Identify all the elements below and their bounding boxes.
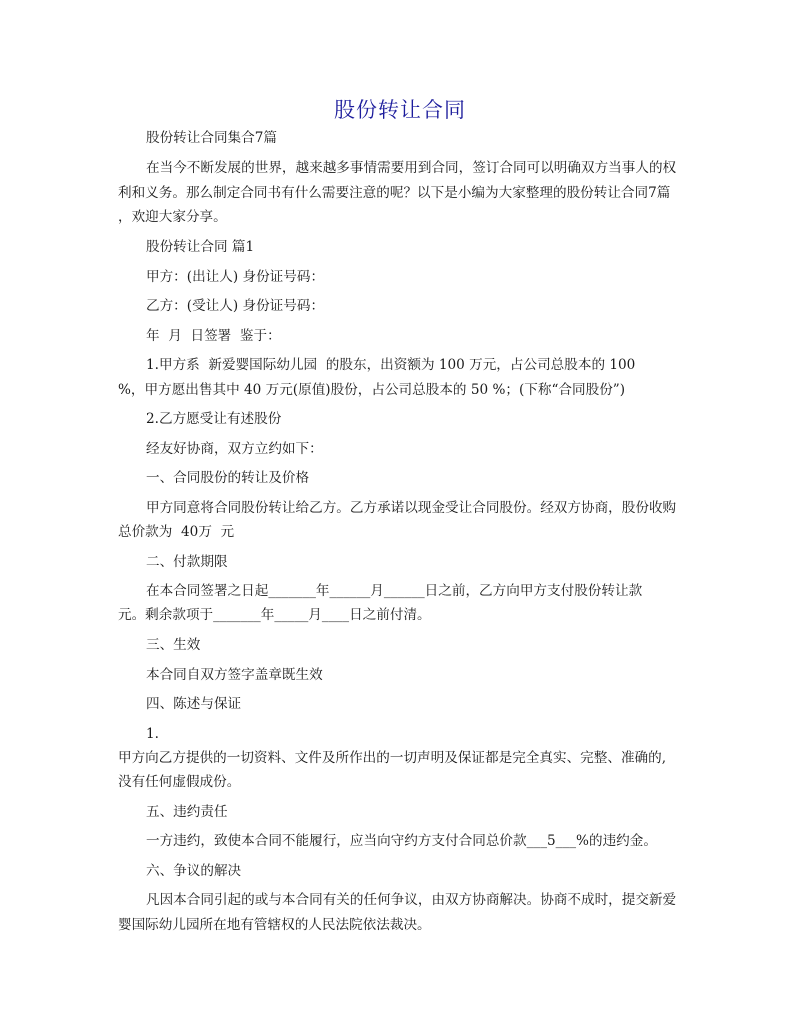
section1-line-1: 甲方同意将合同股份转让给乙方。乙方承诺以现金受让合同股份。经双方协商，股份收购 (146, 500, 677, 516)
section5-body: 一方违约，致使本合同不能履行，应当向守约方支付合同总价款___5___%的违约金。 (146, 833, 657, 849)
party-b-line: 乙方：(受让人) 身份证号码： (146, 298, 325, 314)
section3-body: 本合同自双方签字盖章既生效 (146, 667, 323, 683)
item1-line-2: %，甲方愿出售其中 40 万元(原值)股份，占公司总股本的 50 %；(下称“合同股份”) (118, 382, 626, 398)
item2-line: 2.乙方愿受让有述股份 (146, 411, 282, 427)
date-line: 年 月 日签署 鉴于： (146, 328, 281, 344)
section1-line-2: 总价款为 40万 元 (118, 524, 235, 540)
section4-line-1: 甲方向乙方提供的一切资料、文件及所作出的一切声明及保证都是完全真实、完整、准确的, (118, 750, 667, 766)
part-heading: 股份转让合同 篇1 (146, 239, 255, 255)
section4-number: 1. (146, 726, 159, 742)
section6-line-2: 婴国际幼儿园所在地有管辖权的人民法院依法裁决。 (118, 917, 431, 933)
intro-line-2: 利和义务。那么制定合同书有什么需要注意的呢？以下是小编为大家整理的股份转让合同7篇 (118, 185, 671, 201)
section4-heading: 四、陈述与保证 (146, 696, 242, 712)
section6-heading: 六、争议的解决 (146, 863, 242, 879)
intro-line-1: 在当今不断发展的世界，越来越多事情需要用到合同，签订合同可以明确双方当事人的权 (146, 160, 677, 176)
intro-line-3: ，欢迎大家分享。 (118, 209, 227, 225)
section1-heading: 一、合同股份的转让及价格 (146, 470, 310, 486)
section2-line-1: 在本合同签署之日起_______年______月______日之前，乙方向甲方支付股份转让款 (146, 583, 643, 599)
section4-line-2: 没有任何虚假成份。 (118, 774, 241, 790)
section2-heading: 二、付款期限 (146, 554, 228, 570)
section2-line-2: 元。剩余款项于_______年_____月____日之前付清。 (118, 607, 431, 623)
section3-heading: 三、生效 (146, 637, 201, 653)
party-a-line: 甲方：(出让人) 身份证号码： (146, 269, 325, 285)
agreement-line: 经友好协商，双方立约如下： (146, 441, 323, 457)
document-subtitle: 股份转让合同集合7篇 (146, 130, 277, 146)
item1-line-1: 1.甲方系 新爱婴国际幼儿园 的股东，出资额为 100 万元，占公司总股本的 100 (146, 357, 636, 373)
section6-line-1: 凡因本合同引起的或与本合同有关的任何争议，由双方协商解决。协商不成时，提交新爱 (146, 892, 677, 908)
section5-heading: 五、违约责任 (146, 804, 228, 820)
document-title: 股份转让合同 (334, 98, 466, 122)
